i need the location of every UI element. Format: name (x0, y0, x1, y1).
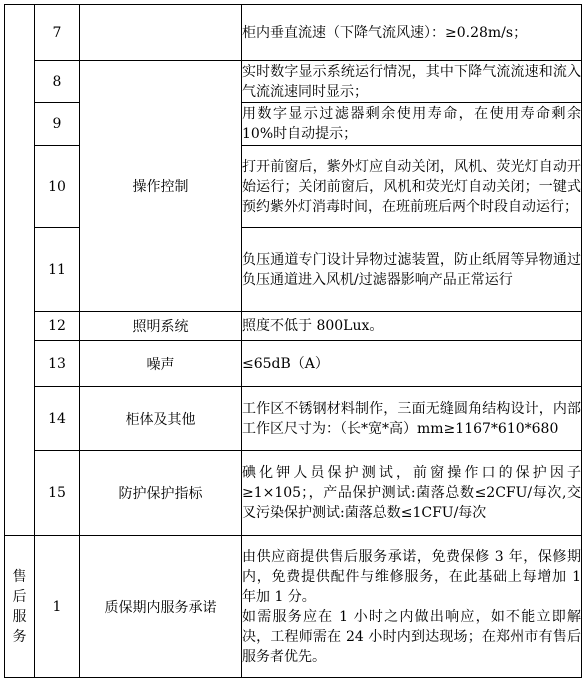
category-after-sales (5, 536, 35, 678)
table-row (5, 341, 582, 387)
table-row (5, 387, 582, 451)
spec-table (4, 4, 582, 678)
table-row (5, 312, 582, 341)
row-name: 质保期内服务承诺 (80, 536, 242, 678)
row-requirement: 由供应商提供售后服务承诺，免费保修 3 年，保修期内，免费提供配件与维修服务，在此基础上每增加 1 年加 1 分。 如需服务应在 1 小时之内做出响应，如不能立即解决，工程师需在 24 小时内到达现场；在郑州市有售后服务者优先。 (242, 536, 582, 678)
row-requirement: ≤65dB（A） (242, 341, 582, 387)
category-label: 售后服务 (12, 568, 27, 645)
row-requirement: 负压通道专门设计异物过滤装置，防止纸屑等异物通过负压通道进入风机/过滤器影响产品正常运行 (242, 228, 582, 312)
row-requirement: 实时数字显示系统运行情况，其中下降气流流速和流入气流流速同时显示； (242, 61, 582, 103)
table-row (5, 61, 582, 103)
group-operation-control: 操作控制 (80, 61, 242, 312)
row-requirement: 打开前窗后，紫外灯应自动关闭，风机、荧光灯自动开始运行；关闭前窗后，风机和荧光灯自动关闭；一键式预约紫外灯消毒时间，在班前班后两个时段自动运行； (242, 146, 582, 228)
row-number: 10 (35, 146, 80, 228)
table-row (5, 5, 582, 61)
row-name: 噪声 (80, 341, 242, 387)
row-number: 11 (35, 228, 80, 312)
row-requirement: 柜内垂直流速（下降气流风速）：≥0.28m/s； (242, 5, 582, 61)
row-requirement: 碘化钾人员保护测试，前窗操作口的保护因子≥1×105；，产品保护测试:菌落总数≤2CFU/每次,交叉污染保护测试:菌落总数≤1CFU/每次 (242, 451, 582, 536)
row-number: 8 (35, 61, 80, 103)
row-number: 13 (35, 341, 80, 387)
row-number: 9 (35, 103, 80, 146)
row-number: 14 (35, 387, 80, 451)
row-requirement: 工作区不锈钢材料制作，三面无缝圆角结构设计，内部工作区尺寸为：（长*宽*高）mm≥1167*610*680 (242, 387, 582, 451)
table-row (5, 451, 582, 536)
row-number: 15 (35, 451, 80, 536)
row-number: 7 (35, 5, 80, 61)
row-number: 12 (35, 312, 80, 341)
row-name: 防护保护指标 (80, 451, 242, 536)
row-requirement: 用数字显示过滤器剩余使用寿命，在使用寿命剩余 10%时自动提示； (242, 103, 582, 146)
table-row (5, 536, 582, 678)
row-number: 1 (35, 536, 80, 678)
row-name: 柜体及其他 (80, 387, 242, 451)
row-name: 照明系统 (80, 312, 242, 341)
row-requirement: 照度不低于 800Lux。 (242, 312, 582, 341)
row-name-blank (80, 5, 242, 61)
category-cell-blank (5, 5, 35, 536)
